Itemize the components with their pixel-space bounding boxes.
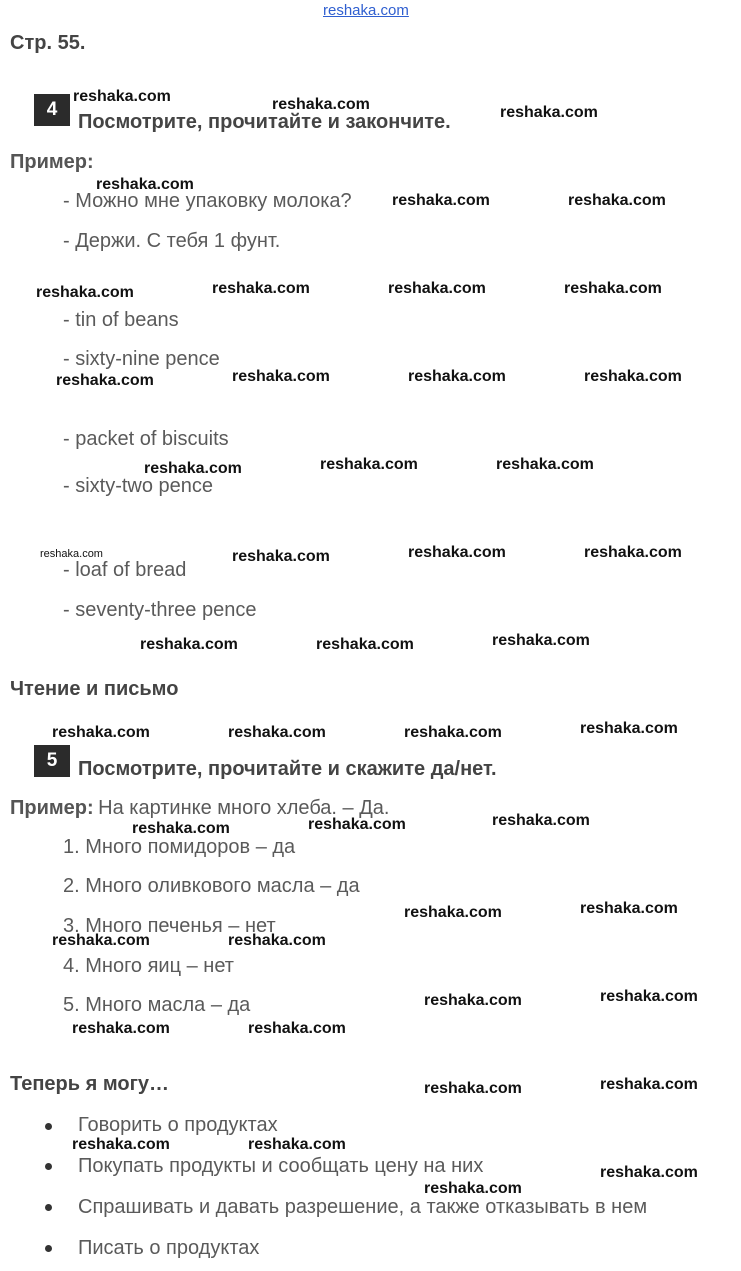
watermark-text: reshaka.com (388, 280, 486, 297)
skill-item-2: Покупать продукты и сообщать цену на них (78, 1155, 484, 1177)
watermark-text: reshaka.com (492, 632, 590, 649)
watermark-text: reshaka.com (580, 720, 678, 737)
task-5-number-badge: 5 (34, 745, 70, 777)
task-5-item-4: 4. Много яиц – нет (63, 955, 234, 977)
watermark-text: reshaka.com (584, 544, 682, 561)
watermark-text: reshaka.com (580, 900, 678, 917)
watermark-text: reshaka.com (316, 636, 414, 653)
task-4-example-line-1: - Можно мне упаковку молока? (63, 190, 352, 212)
watermark-text-small: reshaka.com (40, 548, 103, 560)
task-5-item-2: 2. Много оливкового масла – да (63, 875, 360, 897)
task-4-example-line-2: - Держи. С тебя 1 фунт. (63, 230, 281, 252)
task-5-example-text: На картинке много хлеба. – Да. (98, 797, 390, 819)
bullet-icon (45, 1245, 52, 1252)
section-heading-now-i-can: Теперь я могу… (10, 1073, 170, 1095)
watermark-text: reshaka.com (492, 812, 590, 829)
watermark-text: reshaka.com (408, 544, 506, 561)
watermark-text: reshaka.com (568, 192, 666, 209)
watermark-text: reshaka.com (132, 820, 230, 837)
site-link[interactable]: reshaka.com (323, 2, 409, 19)
task-4-example-label: Пример: (10, 151, 94, 173)
watermark-text: reshaka.com (424, 1080, 522, 1097)
watermark-text: reshaka.com (308, 816, 406, 833)
task-4-number-badge: 4 (34, 94, 70, 126)
watermark-text: reshaka.com (600, 1076, 698, 1093)
watermark-text: reshaka.com (272, 96, 370, 113)
skill-item-3: Спрашивать и давать разрешение, а также отказывать в нем (78, 1196, 648, 1218)
task-4-title: Посмотрите, прочитайте и закончите. (78, 111, 451, 133)
watermark-text: reshaka.com (600, 988, 698, 1005)
task-4-item-6: - seventy-three pence (63, 599, 257, 621)
watermark-text: reshaka.com (248, 1020, 346, 1037)
watermark-text: reshaka.com (72, 1136, 170, 1153)
task-4-item-2: - sixty-nine pence (63, 348, 220, 370)
watermark-text: reshaka.com (392, 192, 490, 209)
watermark-text: reshaka.com (320, 456, 418, 473)
task-5-item-1: 1. Много помидоров – да (63, 836, 296, 858)
watermark-text: reshaka.com (228, 724, 326, 741)
watermark-text: reshaka.com (52, 932, 150, 949)
task-5-item-5: 5. Много масла – да (63, 994, 251, 1016)
skill-item-4: Писать о продуктах (78, 1237, 260, 1259)
watermark-text: reshaka.com (496, 456, 594, 473)
task-5-title: Посмотрите, прочитайте и скажите да/нет. (78, 758, 497, 780)
watermark-text: reshaka.com (232, 368, 330, 385)
task-5-example-label: Пример: (10, 797, 94, 819)
watermark-text: reshaka.com (96, 176, 194, 193)
watermark-text: reshaka.com (56, 372, 154, 389)
watermark-text: reshaka.com (52, 724, 150, 741)
watermark-text: reshaka.com (404, 724, 502, 741)
watermark-text: reshaka.com (424, 1180, 522, 1197)
watermark-text: reshaka.com (140, 636, 238, 653)
task-4-item-3: - packet of biscuits (63, 428, 229, 450)
watermark-text: reshaka.com (36, 284, 134, 301)
task-4-item-5: - loaf of bread (63, 559, 187, 581)
task-4-item-4: - sixty-two pence (63, 475, 214, 497)
bullet-icon (45, 1163, 52, 1170)
task-4-item-1: - tin of beans (63, 309, 179, 331)
bullet-icon (45, 1123, 52, 1130)
page-reference: Стр. 55. (10, 32, 86, 54)
watermark-text: reshaka.com (584, 368, 682, 385)
section-heading-reading-writing: Чтение и письмо (10, 678, 179, 700)
watermark-text: reshaka.com (144, 460, 242, 477)
watermark-text: reshaka.com (212, 280, 310, 297)
watermark-text: reshaka.com (73, 88, 171, 105)
watermark-text: reshaka.com (564, 280, 662, 297)
task-5-item-3: 3. Много печенья – нет (63, 915, 276, 937)
watermark-text: reshaka.com (72, 1020, 170, 1037)
watermark-text: reshaka.com (600, 1164, 698, 1181)
watermark-text: reshaka.com (424, 992, 522, 1009)
bullet-icon (45, 1204, 52, 1211)
skill-item-1: Говорить о продуктах (78, 1114, 278, 1136)
watermark-text: reshaka.com (500, 104, 598, 121)
watermark-text: reshaka.com (408, 368, 506, 385)
watermark-text: reshaka.com (248, 1136, 346, 1153)
watermark-text: reshaka.com (228, 932, 326, 949)
watermark-text: reshaka.com (404, 904, 502, 921)
watermark-text: reshaka.com (232, 548, 330, 565)
